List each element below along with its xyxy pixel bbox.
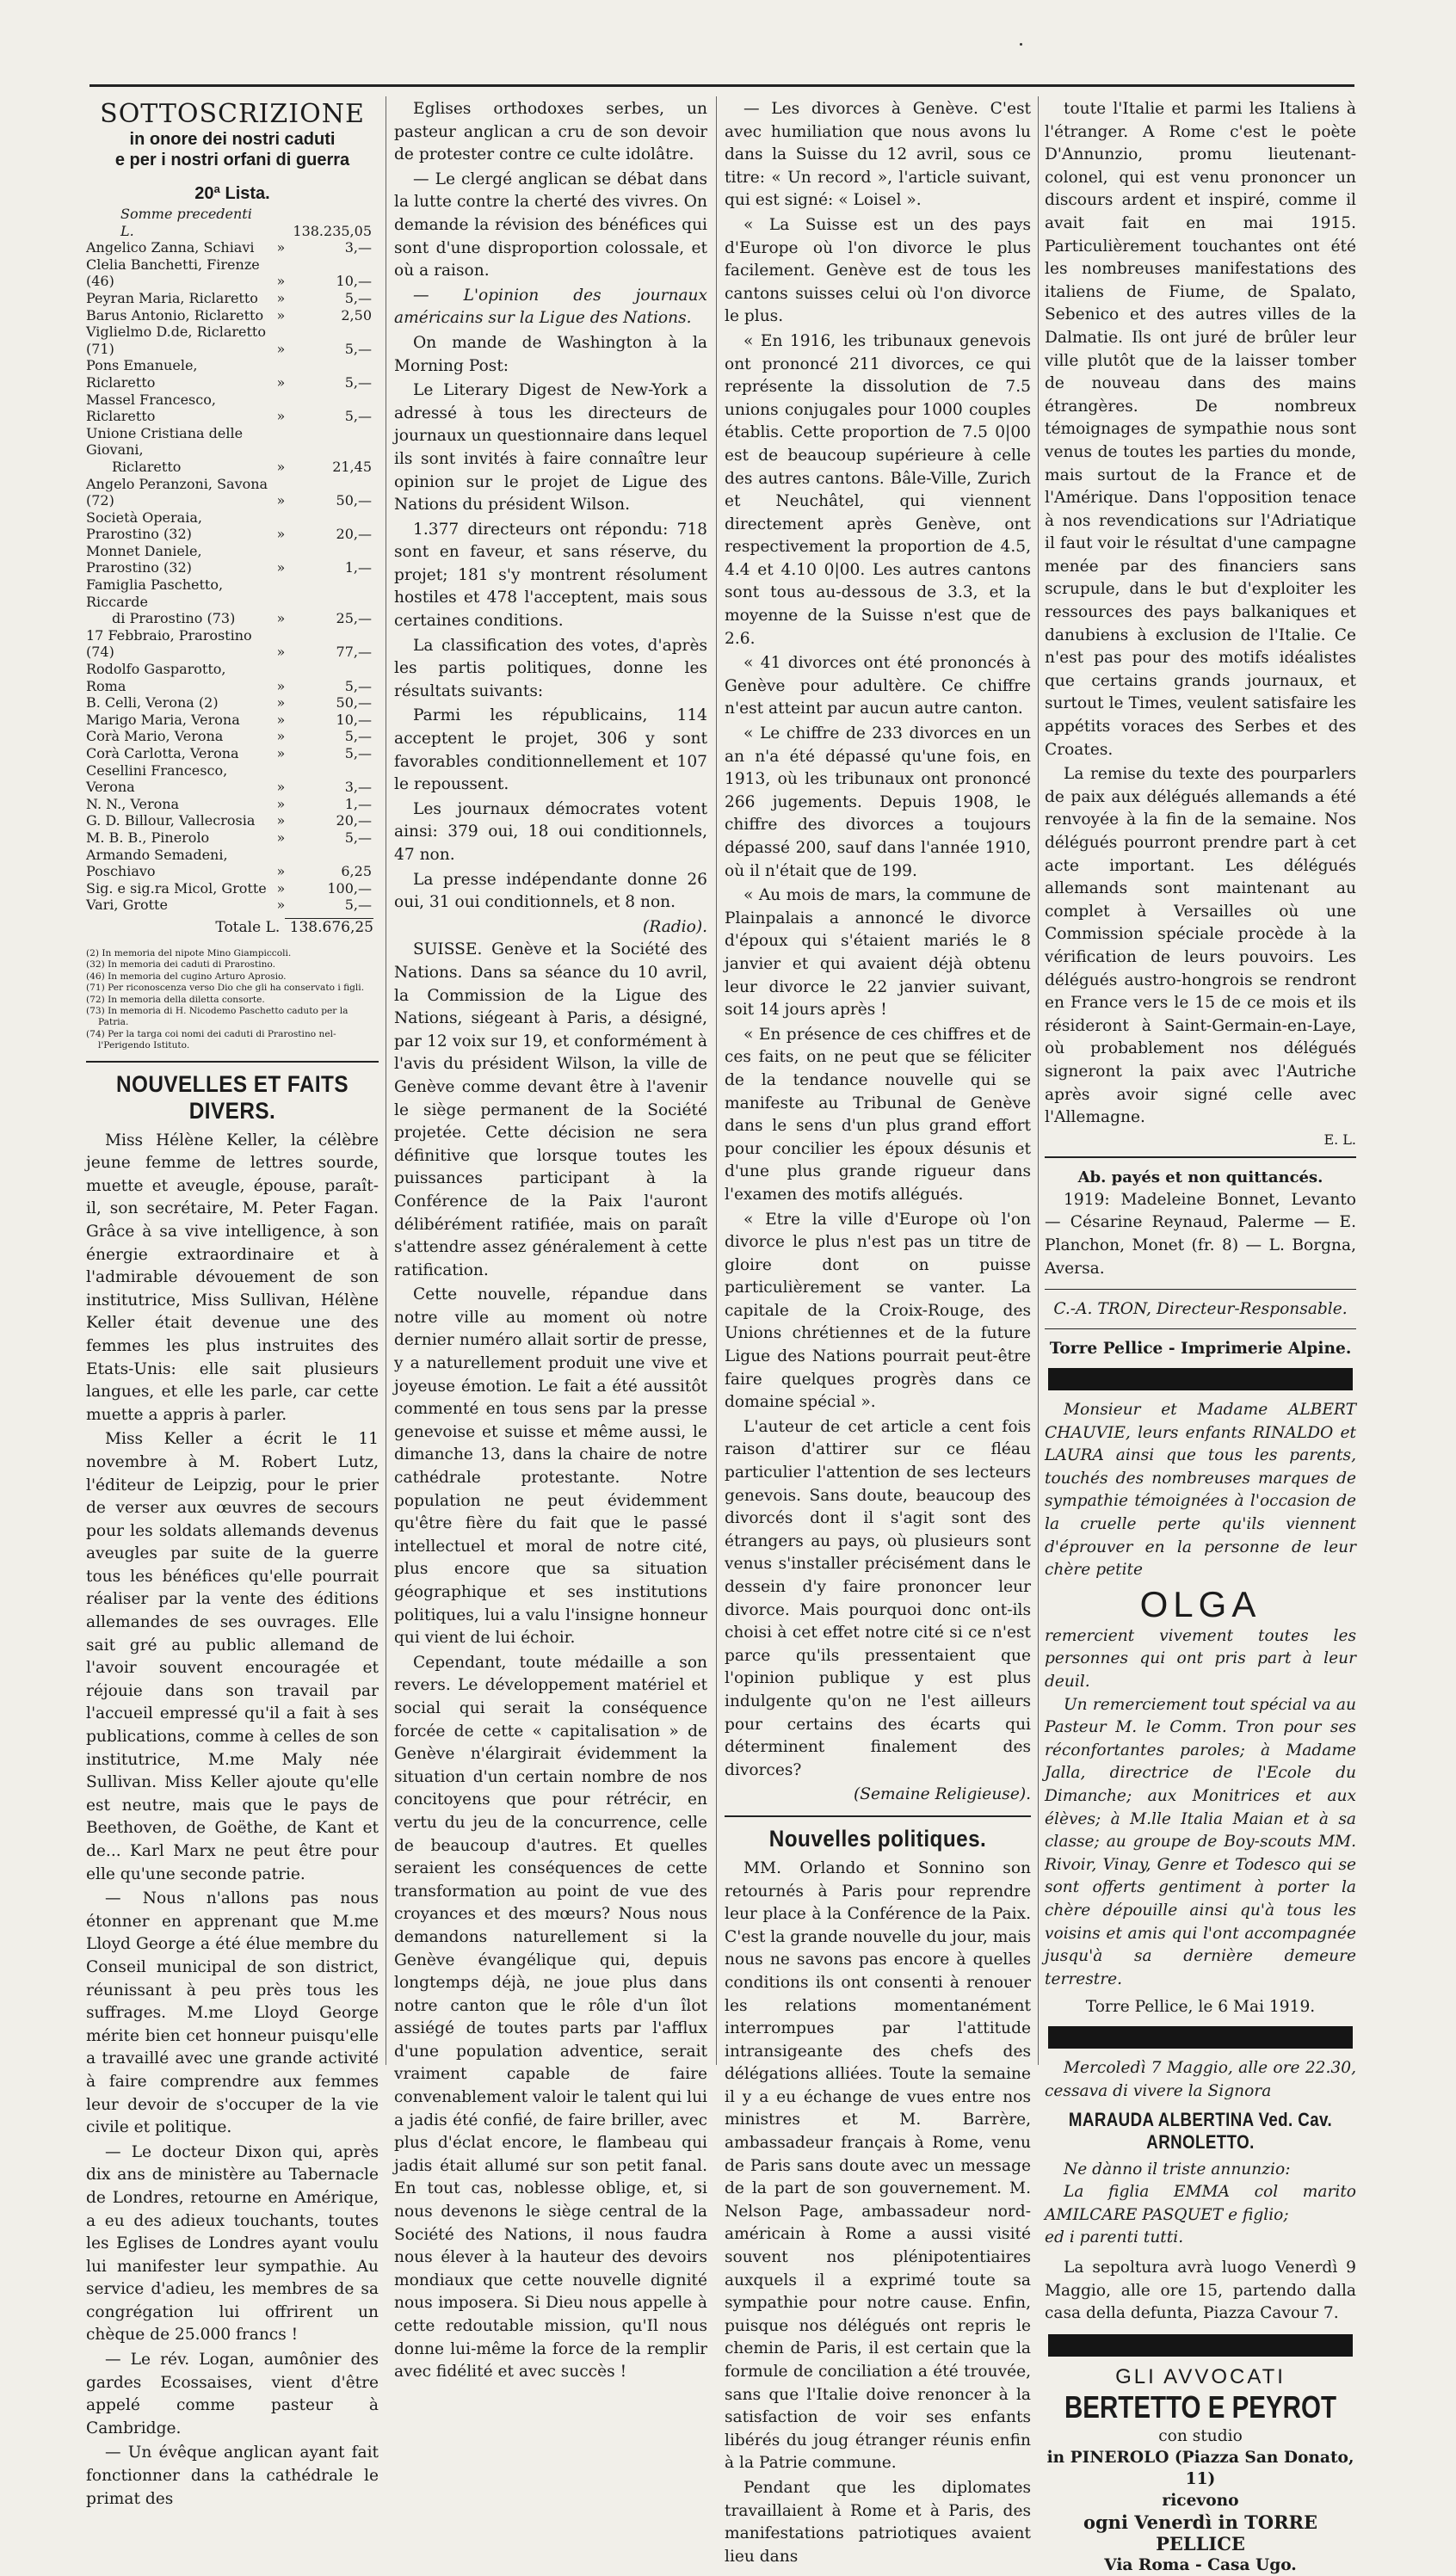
sottoscrizione-subtitle-2: e per i nostri orfani di guerra [114,151,350,169]
paragraph: Pendant que les diplomates travaillaient à Rome et à Paris, des manifestations patriotiques avaient lieu dans [725,2478,1031,2566]
figlia-text: La figlia EMMA col marito AMILCARE PASQUET e figlio; [1045,2183,1356,2224]
table-row [86,239,379,256]
total-amount: 138.676,25 [285,918,373,936]
paragraph: Miss Keller a écrit le 11 novembre à M. Robert Lutz, l'éditeur de Leipzig, pour le prier de verser aux œuvres de secours pour les soldats allemands devenus aveugles par suite de la guerre tous les bénéfices qu'elle pourrait réaliser par la vente des éditions allemandes de ses ouvrages. Elle sait gré au public allemand de l'avoir souvent encouragée et réjouie dans son travail par l'accueil empressé qu'il a fait à ses publications, comme à celles de son institutrice, M.me Maly née Sullivan. Miss Keller ajoute qu'elle est neutre, mais que le pays de Beethoven, de Goëthe, de Kant et de... Karl Marx ne peut être pour elle qu'une seconde patrie. [86,1430,379,1883]
subscription-name: Riclaretto [112,458,182,475]
col3-divorces [725,98,1031,1782]
avvocati-via: Via Roma - Casa Ugo. [1104,2555,1297,2574]
table-row [86,459,379,476]
footnote: (71) Per riconoscenza verso Dio che gli ha conservato i figli. [86,983,365,994]
avvocati-title: GLI AVVOCATI [1115,2364,1286,2388]
column-3 [725,98,1031,2566]
paragraph: « La Suisse est un des pays d'Europe où l'on divorce le plus facilement. Genève est de tous les cantons suisses celui où l'on divorce le plus. [725,215,1031,326]
subscription-amount: 77,— [336,644,372,661]
table-row [86,880,379,897]
table-row [86,425,379,459]
subscription-amount: 50,— [336,694,372,712]
subscription-mark: » [276,610,286,627]
subscription-mark: » [276,306,286,324]
subscription-name: Barus Antonio, Riclaretto [86,306,264,324]
subscription-mark: » [276,373,286,391]
subscription-mark: » [276,644,286,661]
subscription-amount [293,576,379,610]
subscription-amount: 3,— [344,779,372,796]
subscription-amount [293,425,379,459]
table-row [86,307,379,324]
subscription-name: Marigo Maria, Verona [86,711,240,728]
table-row [86,610,379,627]
subscription-name: Unione Cristiana delle Giovani, [86,424,244,459]
table-row [86,256,379,290]
paragraph: — Les divorces à Genève. C'est avec humiliation que nous avons lu dans la Suisse du 12 avril, sous ce titre: « Un record », l'article suivant, qui est signé: « Loisel ». [725,100,1031,210]
table-row [86,476,379,509]
paragraph: « En présence de ces chiffres et de ces faits, on ne peut que se féliciter de la tendance nouvelle qui se manifeste au Tribunal de Genève dans le sens d'un plus grand effort pour concilier les époux désunis et d'une plus grande rigueur dans l'examen des motifs allégués. [725,1025,1031,1204]
subscription-name: di Prarostino (73) [112,610,236,627]
subscription-mark: » [276,559,286,576]
paragraph: « Le chiffre de 233 divorces en un an n'a été dépassé qu'une fois, en 1913, où les tribunaux ont prononcé 266 jugements. Depuis 1908, le chiffre des divorces a toujours dépassé 200, sauf dans l'année 1910, où il n'était que de 199. [725,724,1031,880]
subscription-mark: » [276,408,286,425]
semaine-source: (Semaine Religieuse). [854,1785,1031,1804]
paragraph: Parmi les républicains, 114 acceptent le projet, 306 y sont favorables conditionnellement et 107 le repoussent. [394,706,707,794]
subscription-name: Cesellini Francesco, Verona [86,761,228,796]
subscription-name: Vari, Grotte [86,897,168,914]
subscription-amount: 25,— [336,610,372,627]
subscription-mark [268,576,293,610]
subscription-name: Armando Semadeni, Poschiavo [86,846,228,880]
table-row [86,290,379,307]
mourning-band [1048,2026,1353,2049]
opinion-heading: — L'opinion des journaux américains sur la Ligue des Nations. [394,286,707,328]
olga-name: OLGA [1139,1583,1262,1624]
subscription-amount: 2,50 [341,306,372,324]
remerciement-text: Un remerciement tout spécial va au Pasteur M. le Comm. Tron pour ses réconfortantes paroles; à Madame Jalla, directrice de l'Ecole du Dimanche; aux Monitrices et aux élèves; à M.lle Italia Maian et à sa classe; au groupe de Boy-scouts MM. Rivoir, Vinay, Genre et Todesco qui se sont offerts gentiment à porter la chère dépouille ainsi qu'à tous les voisins et amis qui l'ont accompagnée jusqu'à sa dernière demeure terrestre. [1045,1695,1356,1988]
footnote: (2) In memoria del nipote Mino Giampiccoli. [86,947,292,958]
subscription-name: M. B. B., Pinerolo [86,829,210,846]
subscription-name: Pons Emanuele, Riclaretto [86,357,198,391]
remercient-text: remercient vivement toutes les personnes qui ont pris part à leur deuil. [1045,1626,1356,1692]
paragraph: Cette nouvelle, répandue dans notre ville au moment où notre dernier numéro allait sortir de presse, y a naturellement produit une vive et joyeuse émotion. Le fait a été aussitôt commenté en tous sens par la presse genevoise et suisse et même aussi, le dimanche 13, dans la chaire de notre cathédrale protestante. Notre population ne peut évidemment qu'être fière du fait que le passé intellectuel et moral de notre cité, plus encore que sa situation géographique et ses institutions politiques, lui a valu l'insigne honneur qui vient de lui échoir. [394,1285,707,1648]
table-row [86,576,379,610]
subscription-name: Famiglia Paschetto, Riccarde [86,576,224,610]
table-row [86,796,379,813]
subscription-mark: » [276,694,286,712]
subscription-name: Peyran Maria, Riclaretto [86,289,258,306]
paragraph: Le Literary Digest de New-York a adressé à tous les directeurs de journaux un questionnaire dans lequel ils sont invités à faire connaître leur opinion sur le projet de Ligue des Nations du président Wilson. [394,381,707,515]
mourning-band [1048,2334,1353,2357]
col2-suisse [394,939,707,2383]
signature: E. L. [1323,1131,1356,1148]
footnote: (72) In memoria della diletta consorte. [86,994,265,1005]
paragraph: Eglises orthodoxes serbes, un pasteur anglican a cru de son devoir de protester contre ce culte idolâtre. [394,100,707,164]
paragraph: SUISSE. Genève et la Société des Nations. Dans sa séance du 10 avril, la Commission de la Ligue des Nations, siégeant à Paris, a désigné, par 12 voix sur 19, et conformément à l'avis du président Wilson, la ville de Genève comme devant être à l'avenir le siège permanent de la Société projetée. Cette décision ne sera définitive que lorsque toutes les puissances participant à la Conférence de la Paix l'auront délibérément ratifiée, mais on paraît s'attendre assez généralement à cette ratification. [394,940,707,1279]
total-label: Totale L. [215,918,281,936]
table-row [86,543,379,576]
subscription-name: G. D. Billour, Vallecrosia [86,812,256,829]
total-line [86,919,379,936]
col4-politiques-cont [1045,98,1356,1130]
subscription-mark: » [276,492,286,509]
table-row [86,897,379,914]
table-row [86,661,379,694]
paragraph: « Etre la ville d'Europe où l'on divorce le plus n'est pas un titre de gloire dont on puisse particulièrement se vanter. La capitale de la Croix-Rouge, des Unions chrétiennes et de la future Ligue des Nations pourrait peut-être faire quelques progrès dans ce domaine spécial ». [725,1210,1031,1412]
table-row [86,812,379,829]
subscription-amount: 1,— [344,559,372,576]
column-2 [394,98,707,2382]
paragraph: On mande de Washington à la Morning Post: [394,333,707,375]
subscription-mark: » [276,273,286,290]
subscription-amount: 1,— [344,795,372,812]
subscription-amount: 5,— [344,373,372,391]
table-row [86,627,379,661]
avvocati-name: BERTETTO E PEYROT [1064,2388,1337,2425]
subscription-name: Angelo Peranzoni, Savona (72) [86,475,268,509]
subscription-name: Clelia Banchetti, Firenze (46) [86,256,260,290]
subscription-mark: » [276,897,286,914]
subscription-amount: 5,— [344,340,372,357]
subscription-name: Corà Mario, Verona [86,728,224,745]
sottoscrizione-title: SOTTOSCRIZIONE [100,99,365,129]
paragraph: L'auteur de cet article a cent fois raison d'attirer sur ce fléau particulier l'attention de ses lecteurs genevois. Sans doute, beaucoup des divorcés dont il s'agit sont des étrangers au pays, où plusieurs sont venus s'installer précisément dans le dessein d'y faire prononcer leur divorce. Mais pourquoi donc ont-ils choisi à cet effet notre cité si ce n'est parce qu'ils pressentaient que l'opinion publique y est plus indulgente qu'on ne l'est ailleurs pour certains des écarts qui déterminent finalement des divorces? [725,1417,1031,1779]
top-rule [89,84,1354,87]
subscription-amount: 10,— [336,273,372,290]
subscription-name: Massel Francesco, Riclaretto [86,391,216,425]
subscription-amount: 5,— [344,728,372,745]
subscription-mark: » [276,863,286,880]
subscription-name: Società Operaia, Prarostino (32) [86,508,202,543]
mercoledi-text: Mercoledì 7 Maggio, alle ore 22.30, cessava di vivere la Signora [1045,2059,1356,2100]
col2-opinion [394,332,707,915]
section-rule [725,1815,1031,1817]
subscription-name: B. Celli, Verona (2) [86,694,219,712]
ab-text: 1919: Madeleine Bonnet, Levanto — Césarine Reynaud, Palerme — E. Planchon, Monet (fr. 8) — L. Borgna, Aversa. [1045,1190,1356,1278]
subscription-mark: » [276,289,286,306]
subscription-amount: 5,— [344,829,372,846]
paragraph: La classification des votes, d'après les partis politiques, donne les résultats suivants: [394,636,707,700]
column-separator [716,96,717,2065]
table-row [86,847,379,880]
column-separator [1038,96,1039,2065]
subscription-amount: 6,25 [341,863,372,880]
col3-politiques [725,1858,1031,2568]
directeur-line: C.-A. TRON, Directeur-Responsable. [1053,1300,1348,1319]
table-row [86,206,379,239]
subscription-name: Viglielmo D.de, Riclaretto (71) [86,324,266,357]
subscription-amount: 50,— [336,492,372,509]
lista-heading: 20ª Lista. [194,184,270,203]
subscription-amount: 21,45 [332,458,372,475]
subscription-mark [268,425,293,459]
footnote: (46) In memoria del cugino Arturo Aprosio. [86,971,287,982]
subscription-table [86,206,379,914]
paragraph: La remise du texte des pourparlers de paix aux délégués allemands a été renvoyée à la fin de la semaine. Nos délégués pourront prendre part à cet acte important. Les délégués allemands sont maintenant au complet à Versailles où une Commission spéciale procède à la vérification de leurs pouvoirs. Les délégués austro-hongrois se rendront en France vers le 15 de ce mois et ils résideront à Saint-Germain-en-Laye, où probablement nos délégués signeront la paix avec l'Autriche après avoir signé celle avec l'Allemagne. [1045,765,1356,1127]
subscription-mark: » [276,779,286,796]
radio-source: (Radio). [643,917,707,936]
subscription-mark: » [276,829,286,846]
avvocati-ricevono: ricevono [1162,2491,1239,2510]
subscription-mark: » [276,239,286,256]
parenti-text: ed i parenti tutti. [1045,2228,1184,2247]
subscription-amount: 20,— [336,526,372,543]
subscription-amount: 3,— [344,239,372,256]
paragraph: « En 1916, les tribunaux genevois ont prononcé 211 divorces, ce qui représente la dissolution de 7.5 unions conjugales pour 1000 couples établis. Cette proportion de 7.5 0|00 est de beaucoup supérieure à celle des autres cantons. Bâle-Ville, Zurich et Neuchâtel, qui viennent directement après Genève, ont respectivement la proportion de 4.5, 4.4 et 4.10 0|00. Les autres cantons sont tous au-dessous de 3.3, et la moyenne de la Suisse n'est que de 2.6. [725,331,1031,648]
subscription-mark: » [276,879,286,897]
footnote: (73) In memoria di H. Nicodemo Paschetto caduto per la Patria. [86,1005,349,1028]
chauvie-notice: Monsieur et Madame ALBERT CHAUVIE, leurs enfants RINALDO et LAURA ainsi que tous les parents, touchés des nombreuses marques de sympathie témoignées à l'occasion de la cruelle perte qu'ils viennent d'éprouver en la personne de leur chère petite [1045,1401,1356,1580]
paragraph: Les journaux démocrates votent ainsi: 379 oui, 18 oui conditionnels, 47 non. [394,799,707,864]
subscription-name: 17 Febbraio, Prarostino (74) [86,626,252,661]
paragraph: — Un évêque anglican ayant fait fonctionner dans la cathédrale le primat des [86,2444,379,2508]
subscription-mark: » [276,711,286,728]
column-4 [1045,98,1356,2574]
page-speck [1020,43,1022,46]
ab-title: Ab. payés et non quittancés. [1077,1168,1323,1186]
subscription-amount: 10,— [336,711,372,728]
section-rule [1045,1156,1356,1158]
marauda-name: MARAUDA ALBERTINA Ved. Cav. ARNOLETTO. [1068,2108,1333,2153]
nouvelles-title: NOUVELLES ET FAITS DIVERS. [115,1070,349,1124]
paragraph: — Nous n'allons pas nous étonner en apprenant que M.me Lloyd George a été élue membre du Conseil municipal de son district, réunissant à peu près tous les suffrages. M.me Lloyd George mérite bien cet honneur puisqu'elle a travaillé avec une grande activité à faire comprendre aux femmes leur devoir de s'occuper de la vie civile et politique. [86,1889,379,2137]
subscription-mark: » [276,728,286,745]
mourning-band [1048,1368,1353,1390]
paragraph: MM. Orlando et Sonnino son retournés à Paris pour reprendre leur place à la Conférence de la Paix. C'est la grande nouvelle du jour, mais nous ne savons pas encore à quelles conditions ils ont consenti à renouer les relations momentanément interrompues par l'attitude intransigeante des chefs des délégations alliées. Toute la semaine il y a eu échange de vues entre nos ministres et M. Barrère, ambassadeur français à Rome, venu de Paris sans doute avec un message de la part de son gouvernement. M. Nelson Page, ambassadeur nord-américain à Rome a aussi visité souvent nos plénipotentiaires auxquels il a exprimé toute sa sympathie pour notre cause. Enfin, puisque nos délégués ont repris le chemin de Paris, il est certain que la formule de conciliation a été trouvée, sans que l'Italie doive renoncer à la satisfaction de voir ses enfants libérés du joug étranger réunis enfin à la Patrie commune. [725,1858,1031,2473]
subscription-mark: » [276,795,286,812]
subscription-mark: » [276,812,286,829]
sottoscrizione-subtitle-1: in onore dei nostri caduti [129,130,336,149]
avvocati-studio: con studio [1158,2426,1243,2445]
table-row [86,694,379,712]
ne-danno-text: Ne dànno il triste annunzio: [1064,2160,1291,2179]
subscription-mark: » [276,458,286,475]
subscription-amount: 20,— [336,812,372,829]
paragraph: Cependant, toute médaille a son revers. Le développement matériel et social qui serait la conséquence forcée de cette « capitalisation » de Genève n'élargirait évidemment la situation d'un certain nombre de nos concitoyens que pour rétrécir, en vertu du jeu de la concurrence, celle de beaucoup d'autres. Et quelles seraient les conséquences de cette transformation au point de vue des croyances et des mœurs? Nous nous demandons naturellement si la Genève évangélique qui, depuis longtemps déjà, ne joue plus dans notre canton que le rôle d'un îlot assiégé de toutes parts par l'afflux d'une population adventice, serait vraiment capable de faire convenablement valoir le talent qui lui a jadis été confié, de faire briller, avec plus d'éclat encore, le flambeau qui jadis était allumé sur son petit fanal. En tout cas, noblesse oblige, et, si nous devenons le siège central de la Société des Nations, il nous faudra nous élever à la hauteur des devoirs mondiaux que cette nouvelle dignité nous imposera. Si Dieu nous appelle à cette redoutable mission, qu'Il nous donne lui-même la force de la remplir avec fidélité et avec succès ! [394,1653,707,2382]
paragraph: — Le docteur Dixon qui, après dix ans de ministère au Tabernacle de Londres, retourne en Amérique, a eu des adieux touchants, toutes les Eglises de Londres ayant voulu lui manifester leur sympathie. Au service d'adieu, les membres de sa congrégation lui offrirent un chèque de 25.000 francs ! [86,2142,379,2345]
subscription-mark: » [276,677,286,694]
sepoltura-text: La sepoltura avrà luogo Venerdì 9 Maggio, alle ore 15, partendo dalla casa della defunta, Piazza Cavour 7. [1045,2258,1356,2323]
table-row [86,324,379,357]
paragraph: La presse indépendante donne 26 oui, 31 oui conditionnels, et 8 non. [394,870,707,912]
avvocati-venerdi: ogni Venerdì in TORRE PELLICE [1083,2511,1318,2554]
subscription-name: Angelico Zanna, Schiavi [86,239,255,256]
paragraph: « Au mois de mars, la commune de Plainpalais a annoncé le divorce d'époux qui s'étaient mariés le 8 janvier et qui avaient déjà obtenu leur divorce le 22 janvier suivant, soit 14 jours après ! [725,886,1031,1020]
subscription-mark: » [276,745,286,761]
politiques-title: Nouvelles politiques. [768,1825,987,1852]
subscription-name: Rodolfo Gasparotto, Roma [86,661,226,694]
subscription-name: Corà Carlotta, Verona [86,745,239,761]
subscription-name: Monnet Daniele, Prarostino (32) [86,542,202,576]
table-row [86,745,379,762]
table-row [86,762,379,796]
subscription-name: Sig. e sig.ra Micol, Grotte [86,879,267,897]
section-rule [86,1061,379,1063]
subscription-amount: 100,— [327,879,372,897]
paragraph: 1.377 directeurs ont répondu: 718 sont en faveur, et sans réserve, du projet; 181 s'y montrent résolument hostiles et 478 l'acceptent, mais sous certaines conditions. [394,520,707,631]
subscription-amount: 5,— [344,408,372,425]
prev-sums-label: Somme precedenti L. [120,206,252,239]
footnote: (74) Per la targa coi nomi dei caduti di Prarostino nel-l'Perigendo Istituto. [86,1028,336,1051]
notice-date: Torre Pellice, le 6 Mai 1919. [1085,1998,1316,2017]
nouvelles-text [86,1130,379,2511]
col2-intro [394,98,707,283]
subscription-mark: » [276,526,286,543]
subscription-amount: 5,— [344,745,372,761]
subscription-mark: » [276,340,286,357]
prev-sums-amount: 138.235,05 [293,222,372,239]
section-rule [1045,1289,1356,1290]
subscription-amount: 5,— [344,677,372,694]
subscription-name: N. N., Verona [86,795,180,812]
avvocati-address: in PINEROLO (Piazza San Donato, 11) [1046,2448,1354,2488]
table-row [86,391,379,425]
paragraph: — Le clergé anglican se débat dans la lutte contre la cherté des vivres. On demande la révision des bénéfices qui sont d'une disproportion colossale, et où a raison. [394,169,707,280]
table-row [86,829,379,847]
table-row [86,509,379,543]
paragraph: « 41 divorces ont été prononcés à Genève pour adultère. Ce chiffre n'est atteint par aucun autre canton. [725,654,1031,718]
table-row [86,728,379,745]
footnotes [86,948,379,1052]
table-row [86,357,379,391]
table-row [86,712,379,729]
subscription-amount: 5,— [344,289,372,306]
section-rule [1045,1328,1356,1329]
column-1 [86,98,379,2508]
subscription-amount: 5,— [344,897,372,914]
paragraph: — Le rév. Logan, aumônier des gardes Ecossaises, vient d'être appelé comme pasteur à Cambridge. [86,2351,379,2437]
footnote: (32) In memoria dei caduti di Prarostino. [86,959,275,971]
paragraph: Miss Hélène Keller, la célèbre jeune femme de lettres sourde, muette et aveugle, épouse, paraît-il, son secrétaire, M. Peter Fagan. Grâce à sa vive intelligence, à son énergie extraordinaire et à l'admirable dévouement de son institutrice, Miss Sullivan, Hélène Keller était devenue une des femmes les plus instruites des Etats-Unis: elle sait plusieurs langues, et elle les parle, car cette muette a appris à parler. [86,1131,379,1424]
imprimerie-line: Torre Pellice - Imprimerie Alpine. [1049,1340,1352,1359]
paragraph: toute l'Italie et parmi les Italiens à l'étranger. A Rome c'est le poète D'Annunzio, promu lieutenant-colonel, qui est venu prononcer un discours ardent et inspiré, comme il avait fait en mai 1915. Particulièrement touchantes ont été les nombreuses manifestations des italiens de Fiume, de Spalato, Sebenico et des autres villes de la Dalmatie. Ils ont juré de brûler leur ville plutôt que de la laisser tomber de nouveau dans des mains étrangères. De nombreux témoignages de sympathie nous sont venus de toutes les parties du monde, mais surtout de la France et de l'Amérique. Dans l'opposition tenace à nos revendications sur l'Adriatique il faut voir le résultat d'une campagne menée par des financiers sans scrupule, dans le but d'exploiter les ressources des pays balkaniques et danubiens à exclusion de l'Italie. Ce n'est pas pour des motifs idéalistes que certains grands journaux, et surtout le Times, veulent satisfaire les appétits voraces des Serbes et des Croates. [1045,100,1356,759]
